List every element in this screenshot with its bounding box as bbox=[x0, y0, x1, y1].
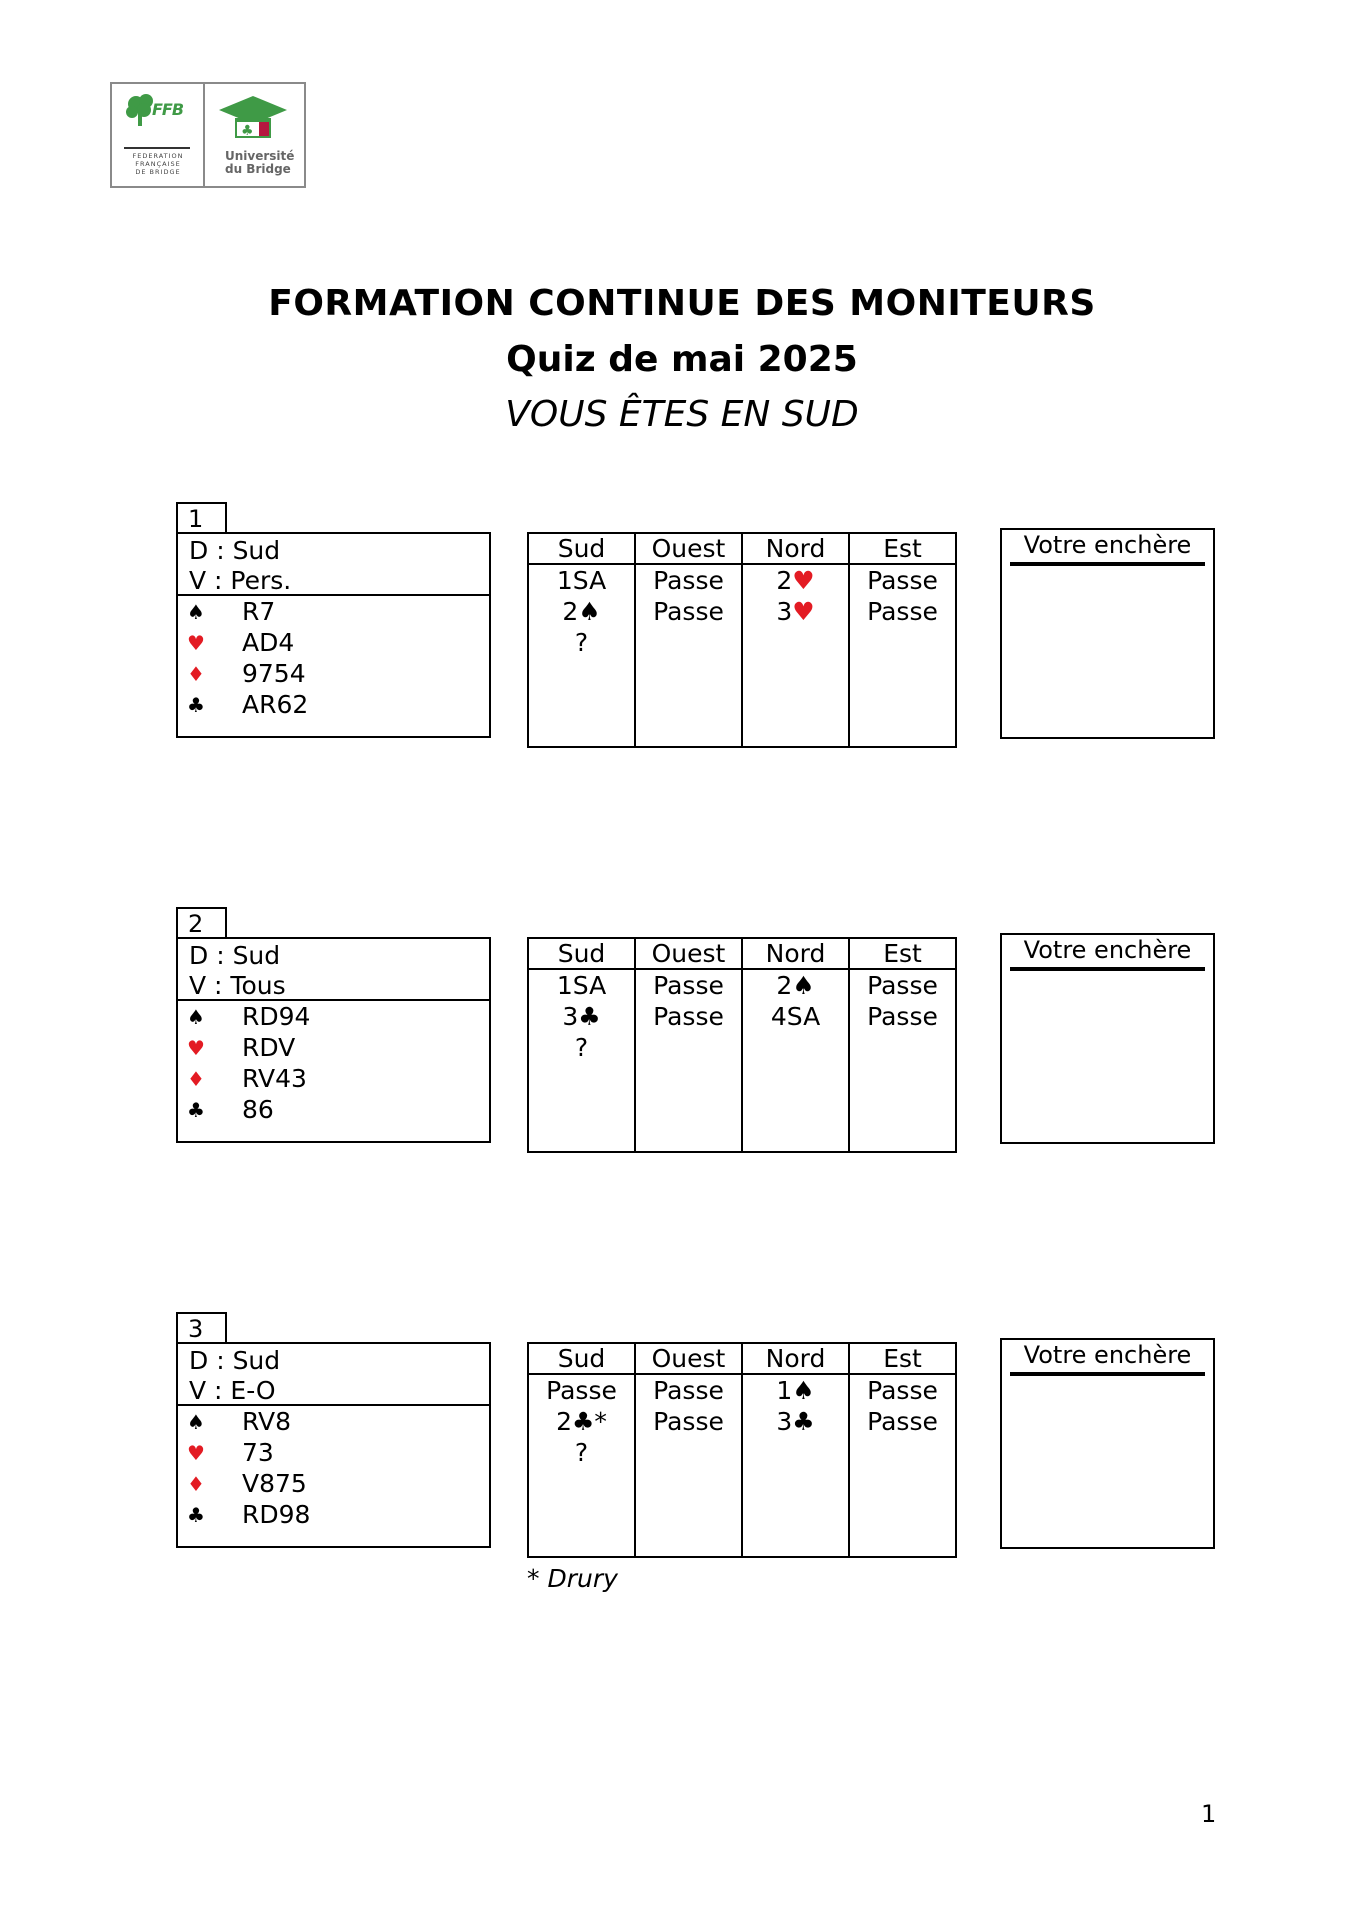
universite-text: Université du Bridge bbox=[225, 149, 295, 176]
answer-label: Votre enchère bbox=[1023, 936, 1192, 964]
auction-header-nord: Nord bbox=[743, 1344, 848, 1375]
spade-icon: ♠ bbox=[187, 1004, 205, 1029]
spade-icon: ♠ bbox=[187, 599, 205, 624]
deal-number: 1 bbox=[176, 502, 227, 532]
ffb-subtitle: FEDERATION FRANÇAISE DE BRIDGE bbox=[132, 152, 184, 176]
heart-icon: ♥ bbox=[187, 630, 205, 655]
bid-cell: Passe bbox=[653, 597, 724, 626]
hand-box bbox=[176, 532, 491, 738]
bid-cell: Passe bbox=[653, 971, 724, 1000]
auction-header-nord: Nord bbox=[743, 534, 848, 565]
bid-cell: 4SA bbox=[770, 1002, 821, 1031]
suit-row-hearts bbox=[187, 1032, 489, 1063]
answer-box[interactable] bbox=[1000, 933, 1215, 1144]
page-tagline: VOUS ÊTES EN SUD bbox=[505, 394, 859, 435]
ffb-logo bbox=[112, 84, 205, 186]
bid-cell: ? bbox=[574, 1033, 589, 1062]
answer-underline bbox=[1010, 562, 1205, 566]
auction-column-nord bbox=[743, 939, 850, 1151]
suit-row-diamonds bbox=[187, 658, 489, 689]
auction-column-ouest bbox=[636, 939, 743, 1151]
graduation-cap-icon bbox=[213, 92, 293, 148]
ffb-rule bbox=[124, 147, 190, 149]
bid-cell: Passe bbox=[867, 566, 938, 595]
answer-box[interactable] bbox=[1000, 1338, 1215, 1549]
auction-header-sud: Sud bbox=[529, 1344, 634, 1375]
ffb-mark: FFB bbox=[152, 100, 184, 119]
bid-cell: Passe bbox=[653, 1002, 724, 1031]
diamonds-cards: V875 bbox=[242, 1469, 307, 1498]
universite-logo bbox=[205, 84, 304, 186]
suit-row-spades bbox=[187, 1001, 489, 1032]
auction-header-sud: Sud bbox=[529, 534, 634, 565]
answer-underline bbox=[1010, 1372, 1205, 1376]
page-number: 1 bbox=[1201, 1800, 1217, 1828]
auction-header-est: Est bbox=[850, 939, 955, 970]
bid-cell: Passe bbox=[653, 1376, 724, 1405]
auction-column-sud bbox=[529, 534, 636, 746]
suit-row-spades bbox=[187, 596, 489, 627]
suit-row-hearts bbox=[187, 627, 489, 658]
suit-row-diamonds bbox=[187, 1468, 489, 1499]
auction-header-ouest: Ouest bbox=[636, 534, 741, 565]
auction-column-sud bbox=[529, 939, 636, 1151]
auction-column-nord bbox=[743, 534, 850, 746]
hearts-cards: 73 bbox=[242, 1438, 274, 1467]
auction-header-ouest: Ouest bbox=[636, 1344, 741, 1375]
bid-cell: 2♠ bbox=[776, 971, 815, 1000]
heart-icon: ♥ bbox=[187, 1035, 205, 1060]
spades-cards: RV8 bbox=[242, 1407, 292, 1436]
page-title: FORMATION CONTINUE DES MONITEURS bbox=[268, 283, 1096, 324]
bid-cell: Passe bbox=[653, 1407, 724, 1436]
spade-icon: ♠ bbox=[187, 1409, 205, 1434]
bid-cell: ? bbox=[574, 1438, 589, 1467]
heart-icon: ♥ bbox=[187, 1440, 205, 1465]
suit-row-spades bbox=[187, 1406, 489, 1437]
hearts-cards: AD4 bbox=[242, 628, 295, 657]
hand-info bbox=[178, 534, 489, 596]
club-icon: ♣ bbox=[187, 1502, 205, 1527]
bid-cell: 1SA bbox=[556, 566, 607, 595]
bid-cell: Passe bbox=[867, 597, 938, 626]
hand-info bbox=[178, 939, 489, 1001]
bid-cell: 3♣ bbox=[562, 1002, 601, 1031]
vulnerability-text: V : Tous bbox=[189, 971, 286, 1000]
auction-header-ouest: Ouest bbox=[636, 939, 741, 970]
auction-header-est: Est bbox=[850, 534, 955, 565]
diamond-icon: ♦ bbox=[187, 1066, 205, 1091]
clubs-cards: AR62 bbox=[242, 690, 309, 719]
auction-header-est: Est bbox=[850, 1344, 955, 1375]
club-icon: ♣ bbox=[187, 1097, 205, 1122]
bid-cell: ? bbox=[574, 628, 589, 657]
bid-cell: 1♠ bbox=[776, 1376, 815, 1405]
bid-cell: Passe bbox=[867, 971, 938, 1000]
auction-column-est bbox=[850, 1344, 955, 1556]
club-icon: ♣ bbox=[187, 692, 205, 717]
bid-cell: 1SA bbox=[556, 971, 607, 1000]
hand-box bbox=[176, 937, 491, 1143]
page-subtitle: Quiz de mai 2025 bbox=[506, 339, 858, 380]
auction-column-ouest bbox=[636, 1344, 743, 1556]
bid-cell: 3♣ bbox=[776, 1407, 815, 1436]
auction-table bbox=[527, 532, 957, 748]
auction-header-nord: Nord bbox=[743, 939, 848, 970]
auction-column-est bbox=[850, 534, 955, 746]
suit-row-clubs bbox=[187, 689, 489, 720]
hand-box bbox=[176, 1342, 491, 1548]
bid-cell: 3♥ bbox=[776, 597, 815, 626]
suit-row-diamonds bbox=[187, 1063, 489, 1094]
dealer-text: D : Sud bbox=[189, 941, 281, 970]
vulnerability-text: V : E-O bbox=[189, 1376, 276, 1405]
bid-cell: 2♥ bbox=[776, 566, 815, 595]
diamond-icon: ♦ bbox=[187, 661, 205, 686]
clubs-cards: RD98 bbox=[242, 1500, 311, 1529]
spades-cards: RD94 bbox=[242, 1002, 311, 1031]
bid-cell: 2♠ bbox=[562, 597, 601, 626]
bid-cell: Passe bbox=[653, 566, 724, 595]
auction-table bbox=[527, 1342, 957, 1558]
deal-number: 3 bbox=[176, 1312, 227, 1342]
dealer-text: D : Sud bbox=[189, 536, 281, 565]
bid-cell: Passe bbox=[867, 1376, 938, 1405]
answer-box[interactable] bbox=[1000, 528, 1215, 739]
answer-label: Votre enchère bbox=[1023, 1341, 1192, 1369]
bid-cell: Passe bbox=[867, 1002, 938, 1031]
auction-column-sud bbox=[529, 1344, 636, 1556]
auction-table bbox=[527, 937, 957, 1153]
bid-cell: Passe bbox=[867, 1407, 938, 1436]
auction-column-ouest bbox=[636, 534, 743, 746]
answer-underline bbox=[1010, 967, 1205, 971]
logo bbox=[110, 82, 306, 188]
footnote: * Drury bbox=[527, 1564, 618, 1593]
dealer-text: D : Sud bbox=[189, 1346, 281, 1375]
auction-column-nord bbox=[743, 1344, 850, 1556]
svg-text:♣: ♣ bbox=[241, 123, 254, 139]
clubs-cards: 86 bbox=[242, 1095, 274, 1124]
hearts-cards: RDV bbox=[242, 1033, 296, 1062]
suit-row-clubs bbox=[187, 1499, 489, 1530]
auction-column-est bbox=[850, 939, 955, 1151]
answer-label: Votre enchère bbox=[1023, 531, 1192, 559]
suit-row-hearts bbox=[187, 1437, 489, 1468]
vulnerability-text: V : Pers. bbox=[189, 566, 292, 595]
bid-cell: Passe bbox=[546, 1376, 617, 1405]
auction-header-sud: Sud bbox=[529, 939, 634, 970]
bid-cell: 2♣* bbox=[556, 1407, 607, 1436]
spades-cards: R7 bbox=[242, 597, 276, 626]
suit-row-clubs bbox=[187, 1094, 489, 1125]
diamonds-cards: 9754 bbox=[242, 659, 306, 688]
hand-info bbox=[178, 1344, 489, 1406]
deal-number: 2 bbox=[176, 907, 227, 937]
diamonds-cards: RV43 bbox=[242, 1064, 307, 1093]
diamond-icon: ♦ bbox=[187, 1471, 205, 1496]
